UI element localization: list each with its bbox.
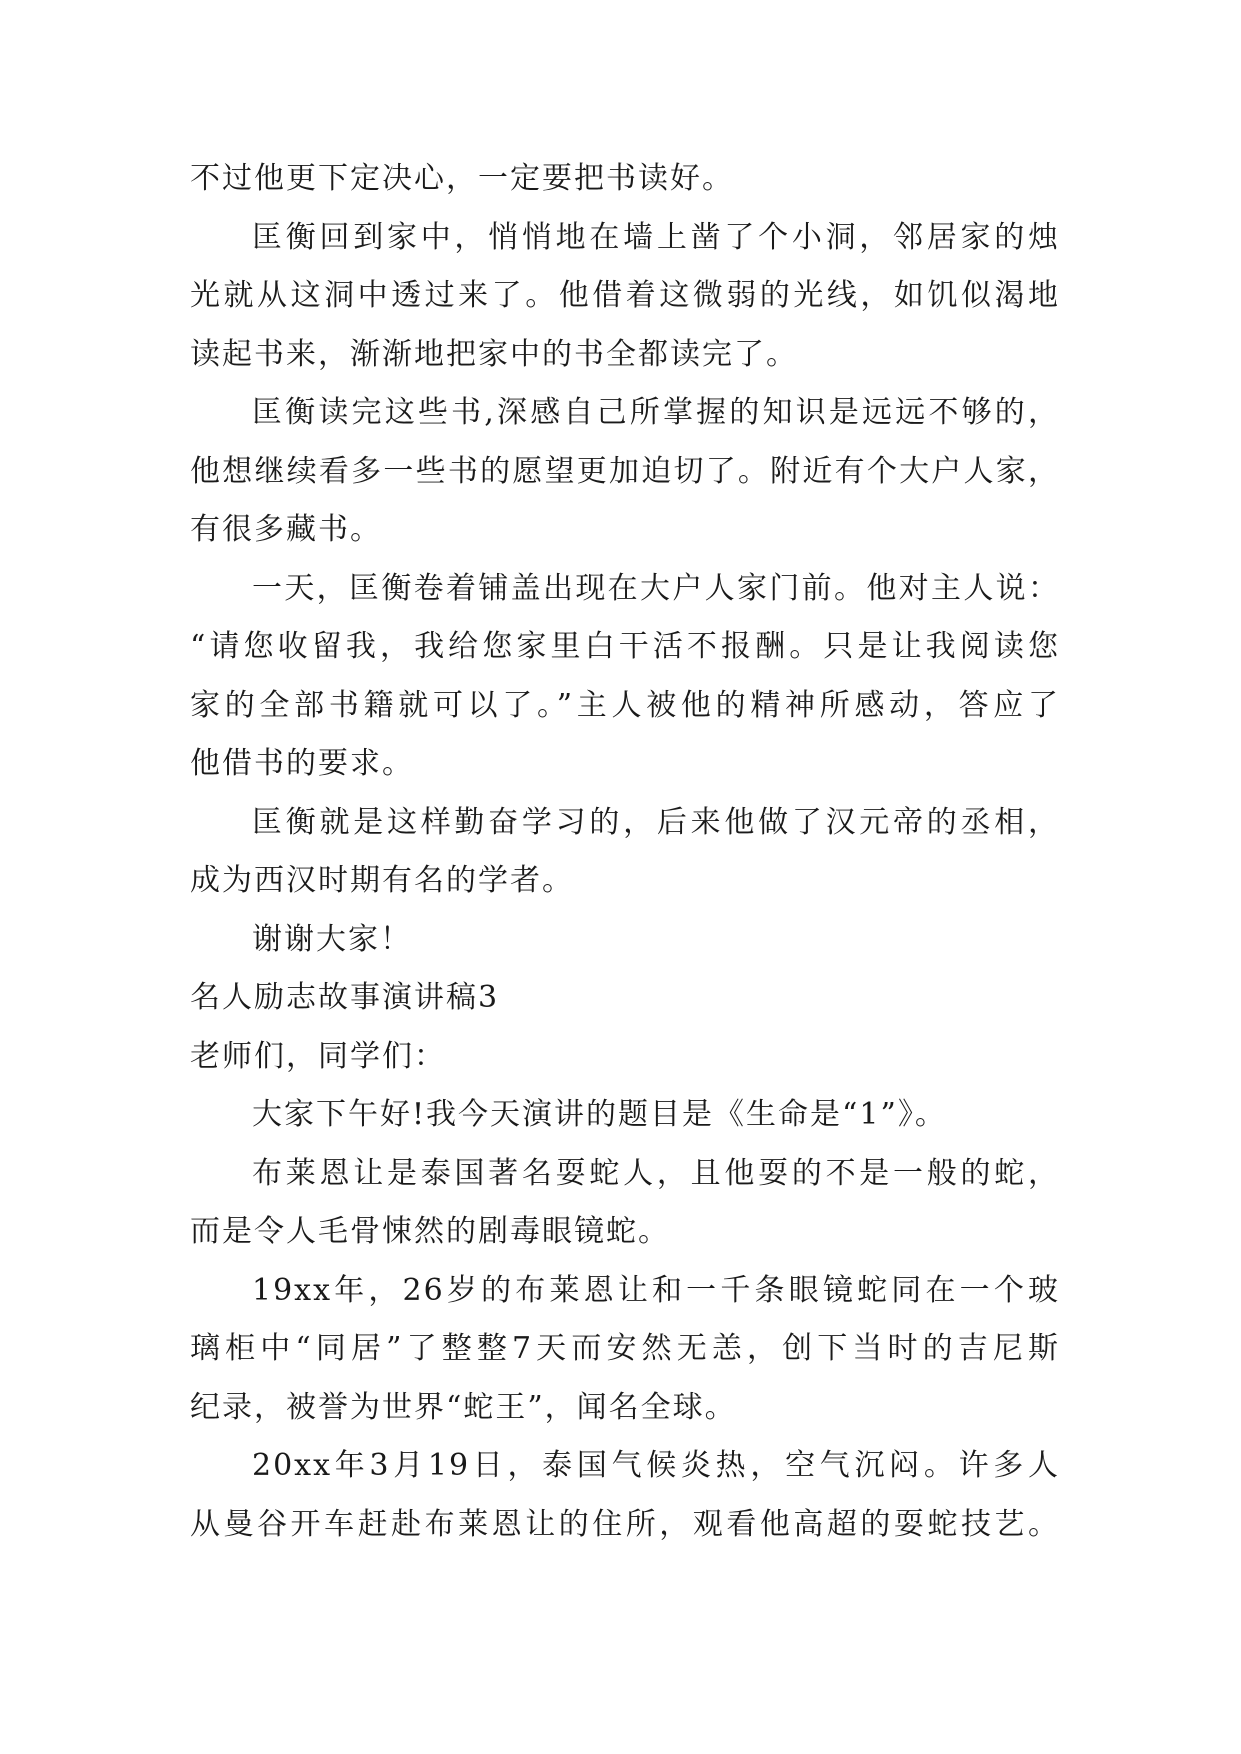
salutation: 老师们，同学们： [190, 1038, 446, 1074]
text-line: 大家下午好!我今天演讲的题目是《生命是“1”》。 [252, 1097, 947, 1132]
text-line: 不过他更下定决心，一定要把书读好。 [190, 161, 734, 196]
text-line: 光就从这洞中透过来了。他借着这微弱的光线，如饥似渴地 [190, 278, 1060, 313]
text-line: 他借书的要求。 [190, 746, 414, 781]
text-line: 家的全部书籍就可以了。”主人被他的精神所感动，答应了 [190, 687, 1060, 723]
text-line: 他想继续看多一些书的愿望更加迫切了。附近有个大户人家， [190, 453, 1060, 489]
text-line: 20xx年3月19日，泰国气候炎热，空气沉闷。许多人 [252, 1448, 1060, 1483]
text-line: 匡衡读完这些书,深感自己所掌握的知识是远远不够的， [252, 395, 1060, 430]
text-line: 布莱恩让是泰国著名耍蛇人，且他耍的不是一般的蛇， [252, 1155, 1060, 1191]
text-line: 读起书来，渐渐地把家中的书全都读完了。 [190, 336, 798, 372]
text-line: 匡衡回到家中，悄悄地在墙上凿了个小洞，邻居家的烛 [252, 219, 1060, 255]
text-line: 成为西汉时期有名的学者。 [190, 863, 574, 898]
text-line: 谢谢大家！ [252, 921, 412, 957]
text-line: 一天，匡衡卷着铺盖出现在大户人家门前。他对主人说： [252, 570, 1060, 606]
text-line: 19xx年，26岁的布莱恩让和一千条眼镜蛇同在一个玻 [252, 1272, 1060, 1308]
document-page [190, 150, 1060, 1554]
text-line: 有很多藏书。 [190, 512, 382, 547]
text-line: 从曼谷开车赶赴布莱恩让的住所，观看他高超的耍蛇技艺。 [190, 1506, 1060, 1542]
text-line: 纪录，被誉为世界“蛇王”，闻名全球。 [190, 1389, 737, 1425]
text-line: “请您收留我，我给您家里白干活不报酬。只是让我阅读您 [190, 629, 1060, 664]
text-line: 璃柜中“同居”了整整7天而安然无恙，创下当时的吉尼斯 [190, 1331, 1060, 1366]
text-line: 匡衡就是这样勤奋学习的，后来他做了汉元帝的丞相， [252, 804, 1060, 840]
text-line: 而是令人毛骨悚然的剧毒眼镜蛇。 [190, 1214, 670, 1249]
section-heading: 名人励志故事演讲稿3 [190, 980, 500, 1015]
